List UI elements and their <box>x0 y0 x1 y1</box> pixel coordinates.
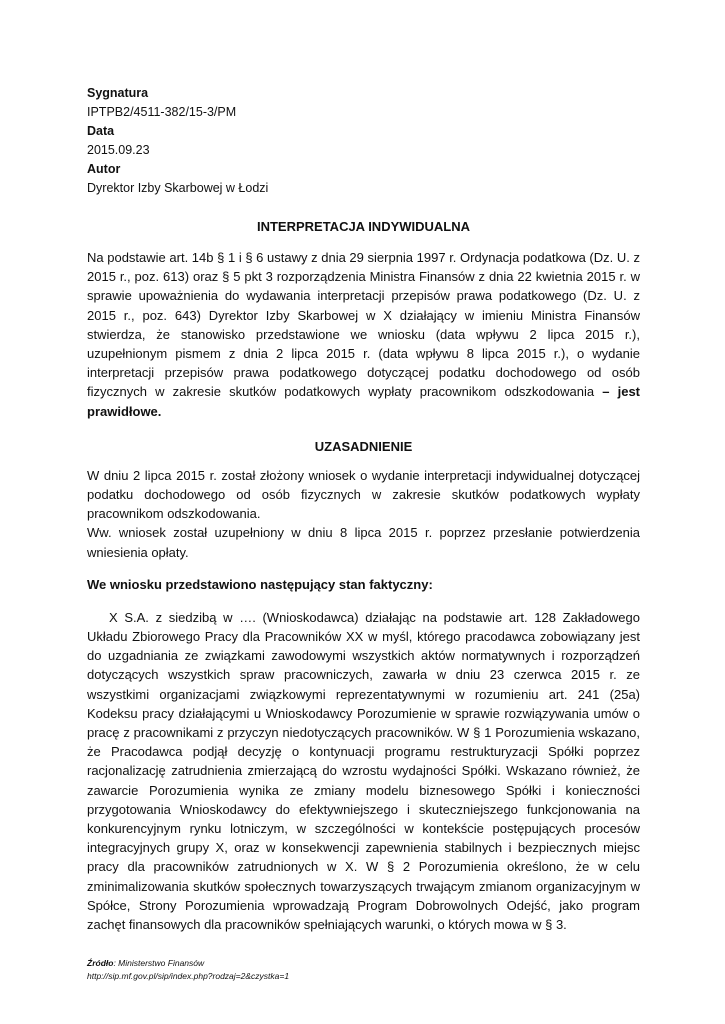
document-title: INTERPRETACJA INDYWIDUALNA <box>256 219 471 234</box>
source-url: http://sip.mf.gov.pl/sip/index.php?rodzaj=2&czystka=1 <box>87 971 290 981</box>
source-name: : Ministerstwo Finansów <box>113 958 205 968</box>
intro-text: Na podstawie art. 14b § 1 i § 6 ustawy z dnia 29 sierpnia 1997 r. Ordynacja podatkowa (Dz. U. z 2015 r., poz. 613) oraz § 5 pkt 3 rozporządzenia Ministra Finansów z dnia 22 kwietnia 2015 r. w sprawie upoważnienia do wydawania interpretacji przepisów prawa podatkowego (Dz. U. z 2015 r., poz. 643) Dyrektor Izby Skarbowej w X działający w imieniu Ministra Finansów stwierdza, że stanowisko przedstawione we wniosku (data wpływu 2 lipca 2015 r.), uzupełnionym pismem z dnia 2 lipca 2015 r. (data wpływu 8 lipca 2015 r.), o wydanie interpretacji przepisów prawa podatkowego dotyczącej podatku dochodowego od osób fizycznych w zakresie skutków podatkowych wypłaty pracownikom odszkodowania <box>87 250 640 400</box>
intro-paragraph <box>87 248 640 421</box>
facts-paragraph: X S.A. z siedzibą w …. (Wnioskodawca) działając na podstawie art. 128 Zakładowego Układu Zbiorowego Pracy dla Pracowników XX w myśl, którego pracodawca zobowiązany jest do uzgadniania ze związkami zawodowymi wszystkich aktów normatywnych i rozporządzeń dotyczących wszystkich spraw pracowniczych, zawarła w dniu 23 czerwca 2015 r. ze wszystkimi organizacjami związkowymi reprezentatywnymi w rozumieniu art. 241 (25a) Kodeksu pracy działającymi u Wnioskodawcy Porozumienie w sprawie rozwiązywania umów o pracę z pracownikami z przyczyn niedotyczących pracowników. W § 1 Porozumienia wskazano, że Pracodawca podjął decyzję o kontynuacji programu restrukturyzacji Spółki poprzez racjonalizację zatrudnienia zmierzającą do wzrostu wydajności Spółki. Wskazano również, że zawarcie Porozumienia wynika ze zmiany modelu biznesowego Spółki i konieczności przygotowania Wnioskodawcy do efektywniejszego i skuteczniejszego funkcjonowania na konkurencyjnym rynku lotniczym, w szczególności w kontekście postępujących procesów integracyjnych grupy X, oraz w konsekwencji zapewnienia stabilnych i bezpiecznych miejsc pracy dla pracowników zatrudnionych w X. W § 2 Porozumienia określono, że w celu zminimalizowania skutków społecznych towarzyszących trwającym zmianom organizacyjnym w Spółce, Strony Porozumienia wprowadzają Program Dobrowolnych Odejść, jako program zachęt finansowych dla pracowników spełniających warunki, o których mowa w § 3. <box>87 609 640 933</box>
intro-verdict: – jest prawidłowe. <box>87 384 640 419</box>
section-title: UZASADNIENIE <box>314 438 413 454</box>
justification-paragraph-1: W dniu 2 lipca 2015 r. został złożony wniosek o wydanie interpretacji indywidualnej dotyczącej podatku dochodowego od osób fizycznych w zakresie skutków podatkowych wypłaty pracownikom odszkodowania. <box>87 467 640 522</box>
document-body <box>87 84 640 934</box>
justification-paragraph-2: Ww. wniosek został uzupełniony w dniu 8 lipca 2015 r. poprzez przesłanie potwierdzenia wniesienia opłaty. <box>87 525 640 560</box>
data-label: Data <box>87 124 115 138</box>
autor-value: Dyrektor Izby Skarbowej w Łodzi <box>87 181 269 195</box>
footer-source <box>87 957 289 983</box>
autor-label: Autor <box>87 162 121 176</box>
data-value: 2015.09.23 <box>87 143 150 157</box>
source-label: Źródło <box>87 958 114 968</box>
sygnatura-value: IPTPB2/4511-382/15-3/PM <box>87 105 237 119</box>
facts-heading: We wniosku przedstawiono następujący stan faktyczny: <box>87 576 433 592</box>
sygnatura-label: Sygnatura <box>87 86 149 100</box>
